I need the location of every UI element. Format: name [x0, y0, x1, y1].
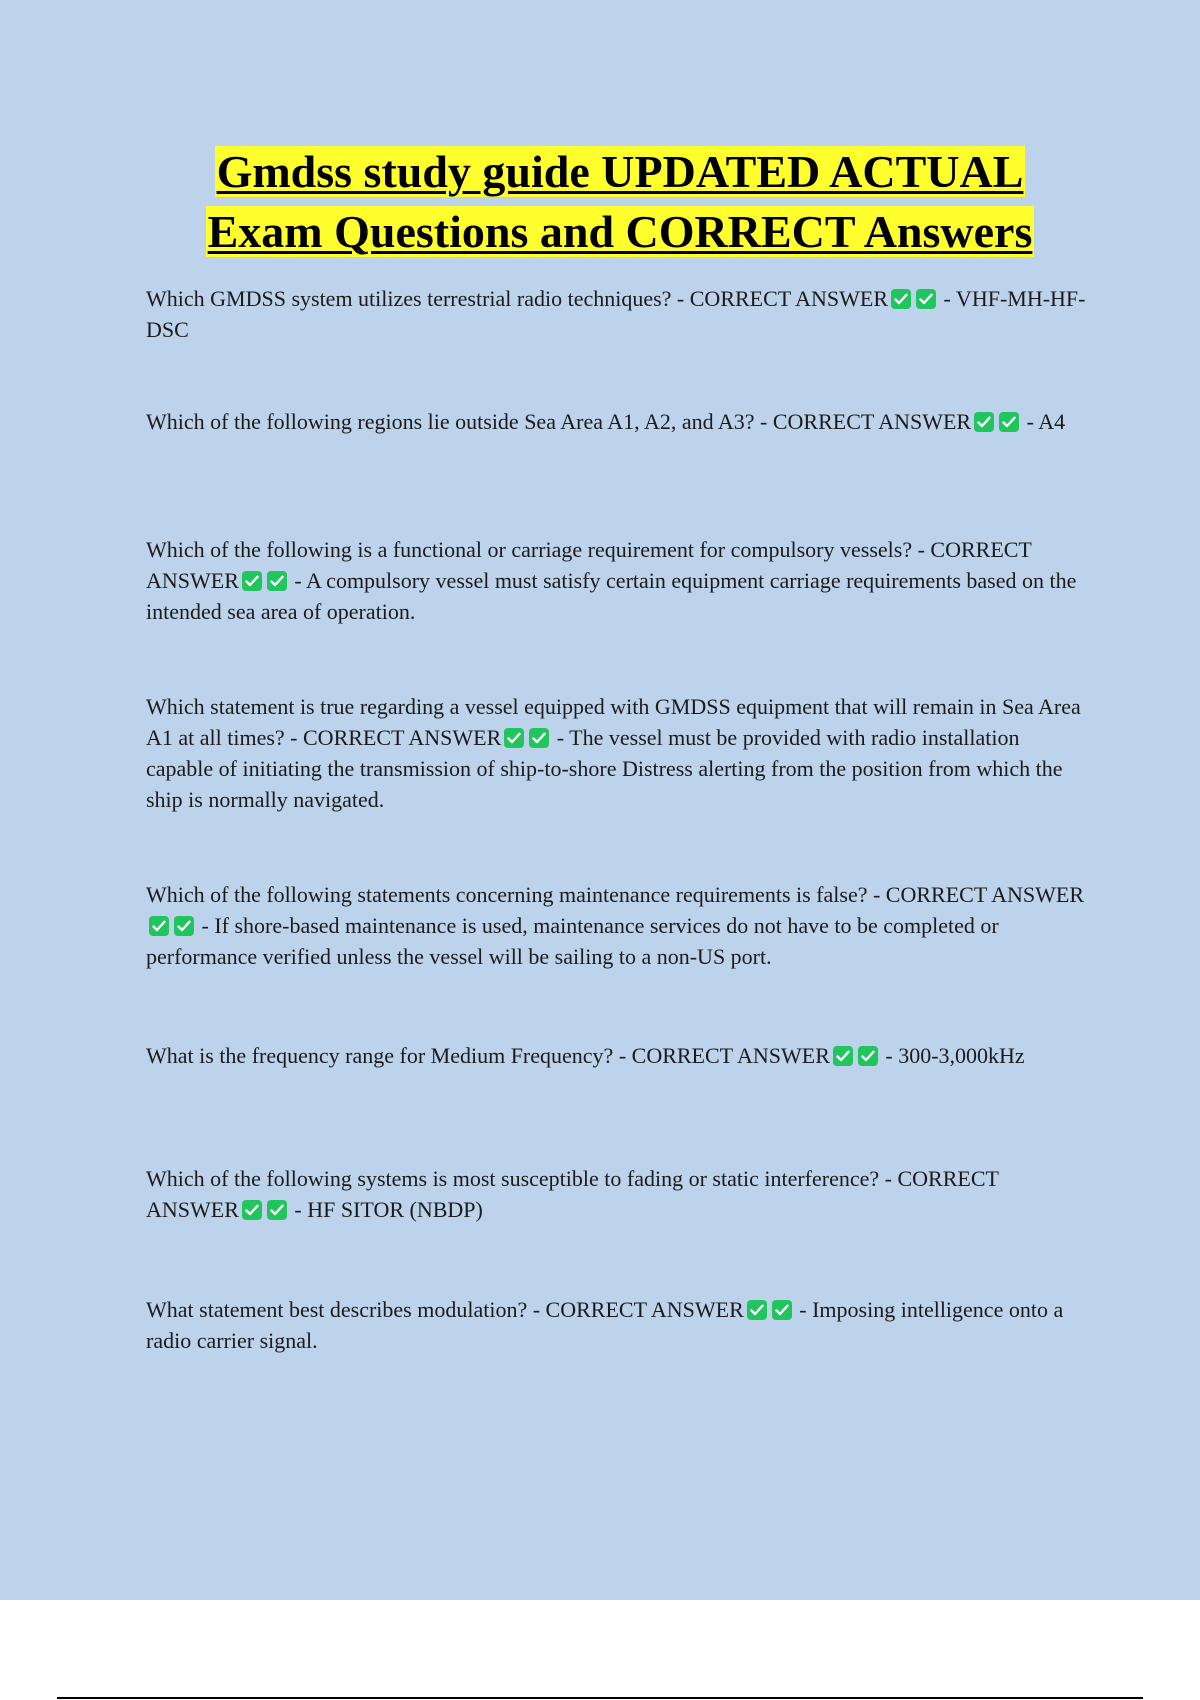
answer-text: - 300-3,000kHz: [885, 1043, 1025, 1068]
qa-item-5: [146, 879, 1086, 972]
check-box-icon: [504, 728, 524, 748]
qa-item-3: [146, 534, 1086, 627]
check-box-icon: [858, 1046, 878, 1066]
check-box-icon: [267, 571, 287, 591]
qa-item-6: [146, 1040, 1086, 1071]
check-box-icon: [242, 571, 262, 591]
answer-text: - If shore-based maintenance is used, maintenance services do not have to be completed or performance verified unless the vessel will be sailing to a non-US port.: [146, 913, 999, 969]
title-line-1: Gmdss study guide UPDATED ACTUAL: [216, 146, 1024, 197]
check-box-icon: [833, 1046, 853, 1066]
question-text: Which of the following statements concerning maintenance requirements is false? - CORRECT ANSWER: [146, 882, 1085, 907]
check-box-icon: [174, 916, 194, 936]
check-box-icon: [916, 289, 936, 309]
qa-item-7: [146, 1163, 1086, 1225]
qa-item-2: [146, 406, 1086, 437]
title-line-2: Exam Questions and CORRECT Answers: [207, 206, 1033, 257]
answer-text: - HF SITOR (NBDP): [294, 1197, 483, 1222]
question-text: Which of the following is a functional or carriage requirement for compulsory vessels? - CORRECT ANSWER: [146, 537, 1032, 593]
check-box-icon: [242, 1200, 262, 1220]
check-box-icon: [747, 1300, 767, 1320]
answer-text: - A4: [1026, 409, 1066, 434]
question-text: What statement best describes modulation? - CORRECT ANSWER: [146, 1297, 744, 1322]
answer-text: - VHF-MH-HF-DSC: [146, 286, 1086, 342]
answer-text: - The vessel must be provided with radio installation capable of initiating the transmission of ship-to-shore Distress alerting from the position from which the ship is normally navigated.: [146, 725, 1063, 812]
qa-item-1: [146, 283, 1086, 345]
check-box-icon: [999, 412, 1019, 432]
question-text: Which of the following regions lie outside Sea Area A1, A2, and A3? - CORRECT ANSWER: [146, 409, 972, 434]
document-title: [60, 142, 1180, 262]
qa-item-8: [146, 1294, 1086, 1356]
check-box-icon: [529, 728, 549, 748]
answer-text: - Imposing intelligence onto a radio carrier signal.: [146, 1297, 1064, 1353]
question-text: Which statement is true regarding a vessel equipped with GMDSS equipment that will remain in Sea Area A1 at all times? - CORRECT ANSWER: [146, 694, 1081, 750]
check-box-icon: [772, 1300, 792, 1320]
check-box-icon: [891, 289, 911, 309]
check-box-icon: [149, 916, 169, 936]
question-text: Which of the following systems is most susceptible to fading or static interference? - CORRECT ANSWER: [146, 1166, 999, 1222]
qa-item-4: [146, 691, 1086, 815]
check-box-icon: [267, 1200, 287, 1220]
question-text: Which GMDSS system utilizes terrestrial radio techniques? - CORRECT ANSWER: [146, 286, 888, 311]
answer-text: - A compulsory vessel must satisfy certain equipment carriage requirements based on the intended sea area of operation.: [146, 568, 1077, 624]
question-text: What is the frequency range for Medium Frequency? - CORRECT ANSWER: [146, 1043, 830, 1068]
bottom-divider: [57, 1697, 1143, 1699]
check-box-icon: [974, 412, 994, 432]
